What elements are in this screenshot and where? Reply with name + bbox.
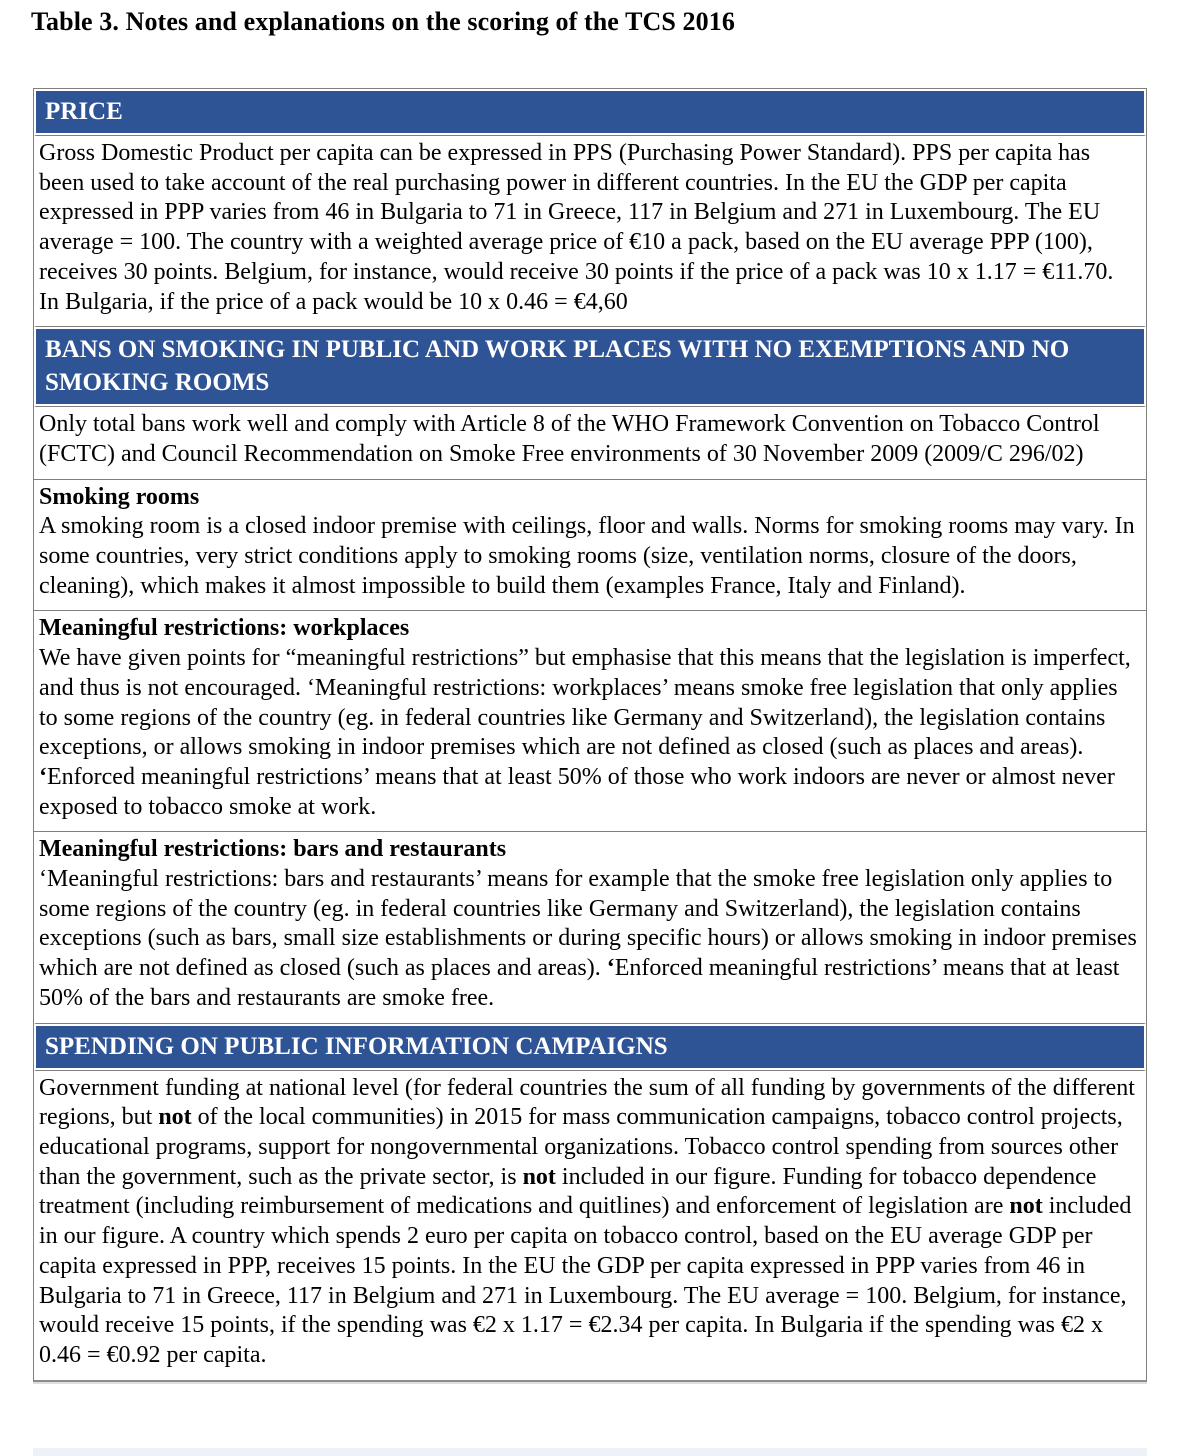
notes-table (33, 88, 1147, 1382)
spending-bold-3: not (1009, 1193, 1043, 1220)
smoking-rooms-paragraph: A smoking room is a closed indoor premise with ceilings, floor and walls. Norms for smoking rooms may vary. In some countries, very strict conditions apply to smoking rooms (size, ventilation norms, closure of the doors, cleaning), which makes it almost impossible to build them (examples France, Italy and Finland). (39, 513, 1135, 599)
price-paragraph: Gross Domestic Product per capita can be expressed in PPS (Purchasing Power Standard). PPS per capita has been used to take account of the real purchasing power in different countries. In the EU the GDP per capita expressed in PPP varies from 46 in Bulgaria to 71 in Greece, 117 in Belgium and 271 in Luxembourg. The EU average = 100. The country with a weighted average price of €10 a pack, based on the EU average PPP (100), receives 30 points. Belgium, for instance, would receive 30 points if the price of a pack was 10 x 1.17 = €11.70. In Bulgaria, if the price of a pack would be 10 x 0.46 = €4,60 (39, 140, 1114, 315)
workplaces-text-1: We have given points for “meaningful restrictions” but emphasise that this means that the legislation is imperfect, and thus is not encouraged. ‘Meaningful restrictions: workplaces’ means smoke free legislation that only applies to some regions of the country (eg. in federal countries like Germany and Switzerland), the legislation contains exceptions, or allows smoking in indoor premises which are not defined as closed (such as places and areas). (39, 645, 1131, 761)
workplaces-heading: Meaningful restrictions: workplaces (39, 615, 410, 642)
next-section-header-cutoff (33, 1448, 1147, 1456)
workplaces-text-2: Enforced meaningful restrictions’ means that at least 50% of those who work indoors are never or almost never exposed to tobacco smoke at work. (39, 763, 1115, 820)
spending-bold-2: not (522, 1163, 556, 1190)
section-header-bans: BANS ON SMOKING IN PUBLIC AND WORK PLACES WITH NO EXEMPTIONS AND NO SMOKING ROOMS (34, 326, 1146, 407)
spending-text-2: of the local communities) in 2015 for mass communication campaigns, tobacco control projects, educational programs, support for nongovernmental organizations. Tobacco control spending from sources other than the government, such as the private sector, is (39, 1104, 1123, 1190)
bars-text-1: ‘Meaningful restrictions: bars and restaurants’ means for example that the smoke free legislation only applies to some regions of the country (eg. in federal countries like Germany and Switzerland), the legislation contains exceptions (such as bars, small size establishments or during specific hours) or allows smoking in indoor premises which are not defined as closed (such as places and areas). (39, 866, 1137, 982)
spending-text-1: Government funding at national level (for federal countries the sum of all funding by governments of the different regions, but (39, 1074, 1135, 1131)
section-body-bars (34, 831, 1146, 1022)
section-body-spending (34, 1071, 1146, 1380)
section-body-smoking-rooms (34, 479, 1146, 611)
spending-text-3: included in our figure. Funding for tobacco dependence treatment (including reimbursement of medications and quitlines) and enforcement of legislation are (39, 1163, 1097, 1220)
section-body-workplaces (34, 610, 1146, 831)
section-body-price (34, 136, 1146, 326)
spending-bold-1: not (158, 1104, 192, 1131)
bars-bold-quote: ‘ (606, 955, 615, 982)
section-body-bans (34, 407, 1146, 478)
smoking-rooms-heading: Smoking rooms (39, 483, 200, 510)
spending-paragraph (39, 1074, 1139, 1371)
spending-text-4: included in our figure. A country which spends 2 euro per capita on tobacco control, based on the EU average GDP per capita expressed in PPP, receives 15 points. In the EU the GDP per capita expressed in PPP varies from 46 in Bulgaria to 71 in Greece, 117 in Belgium and 271 in Luxembourg. The EU average = 100. Belgium, for instance, would receive 15 points, if the spending was €2 x 1.17 = €2.34 per capita. In Bulgaria if the spending was €2 x 0.46 = €0.92 per capita. (39, 1193, 1132, 1368)
bans-paragraph: Only total bans work well and comply with Article 8 of the WHO Framework Convention on Tobacco Control (FCTC) and Council Recommendation on Smoke Free environments of 30 November 2009 (2009/C 296/02) (39, 411, 1100, 467)
bars-heading: Meaningful restrictions: bars and restaurants (39, 836, 507, 863)
page-title: Table 3. Notes and explanations on the scoring of the TCS 2016 (31, 7, 735, 36)
workplaces-bold-quote: ‘ (39, 763, 47, 790)
section-header-spending: SPENDING ON PUBLIC INFORMATION CAMPAIGNS (34, 1023, 1146, 1071)
workplaces-paragraph (39, 644, 1139, 822)
section-header-price: PRICE (34, 89, 1146, 136)
bars-text-2: Enforced meaningful restrictions’ means that at least 50% of the bars and restaurants are smoke free. (39, 955, 1120, 1011)
bars-paragraph (39, 865, 1139, 1014)
